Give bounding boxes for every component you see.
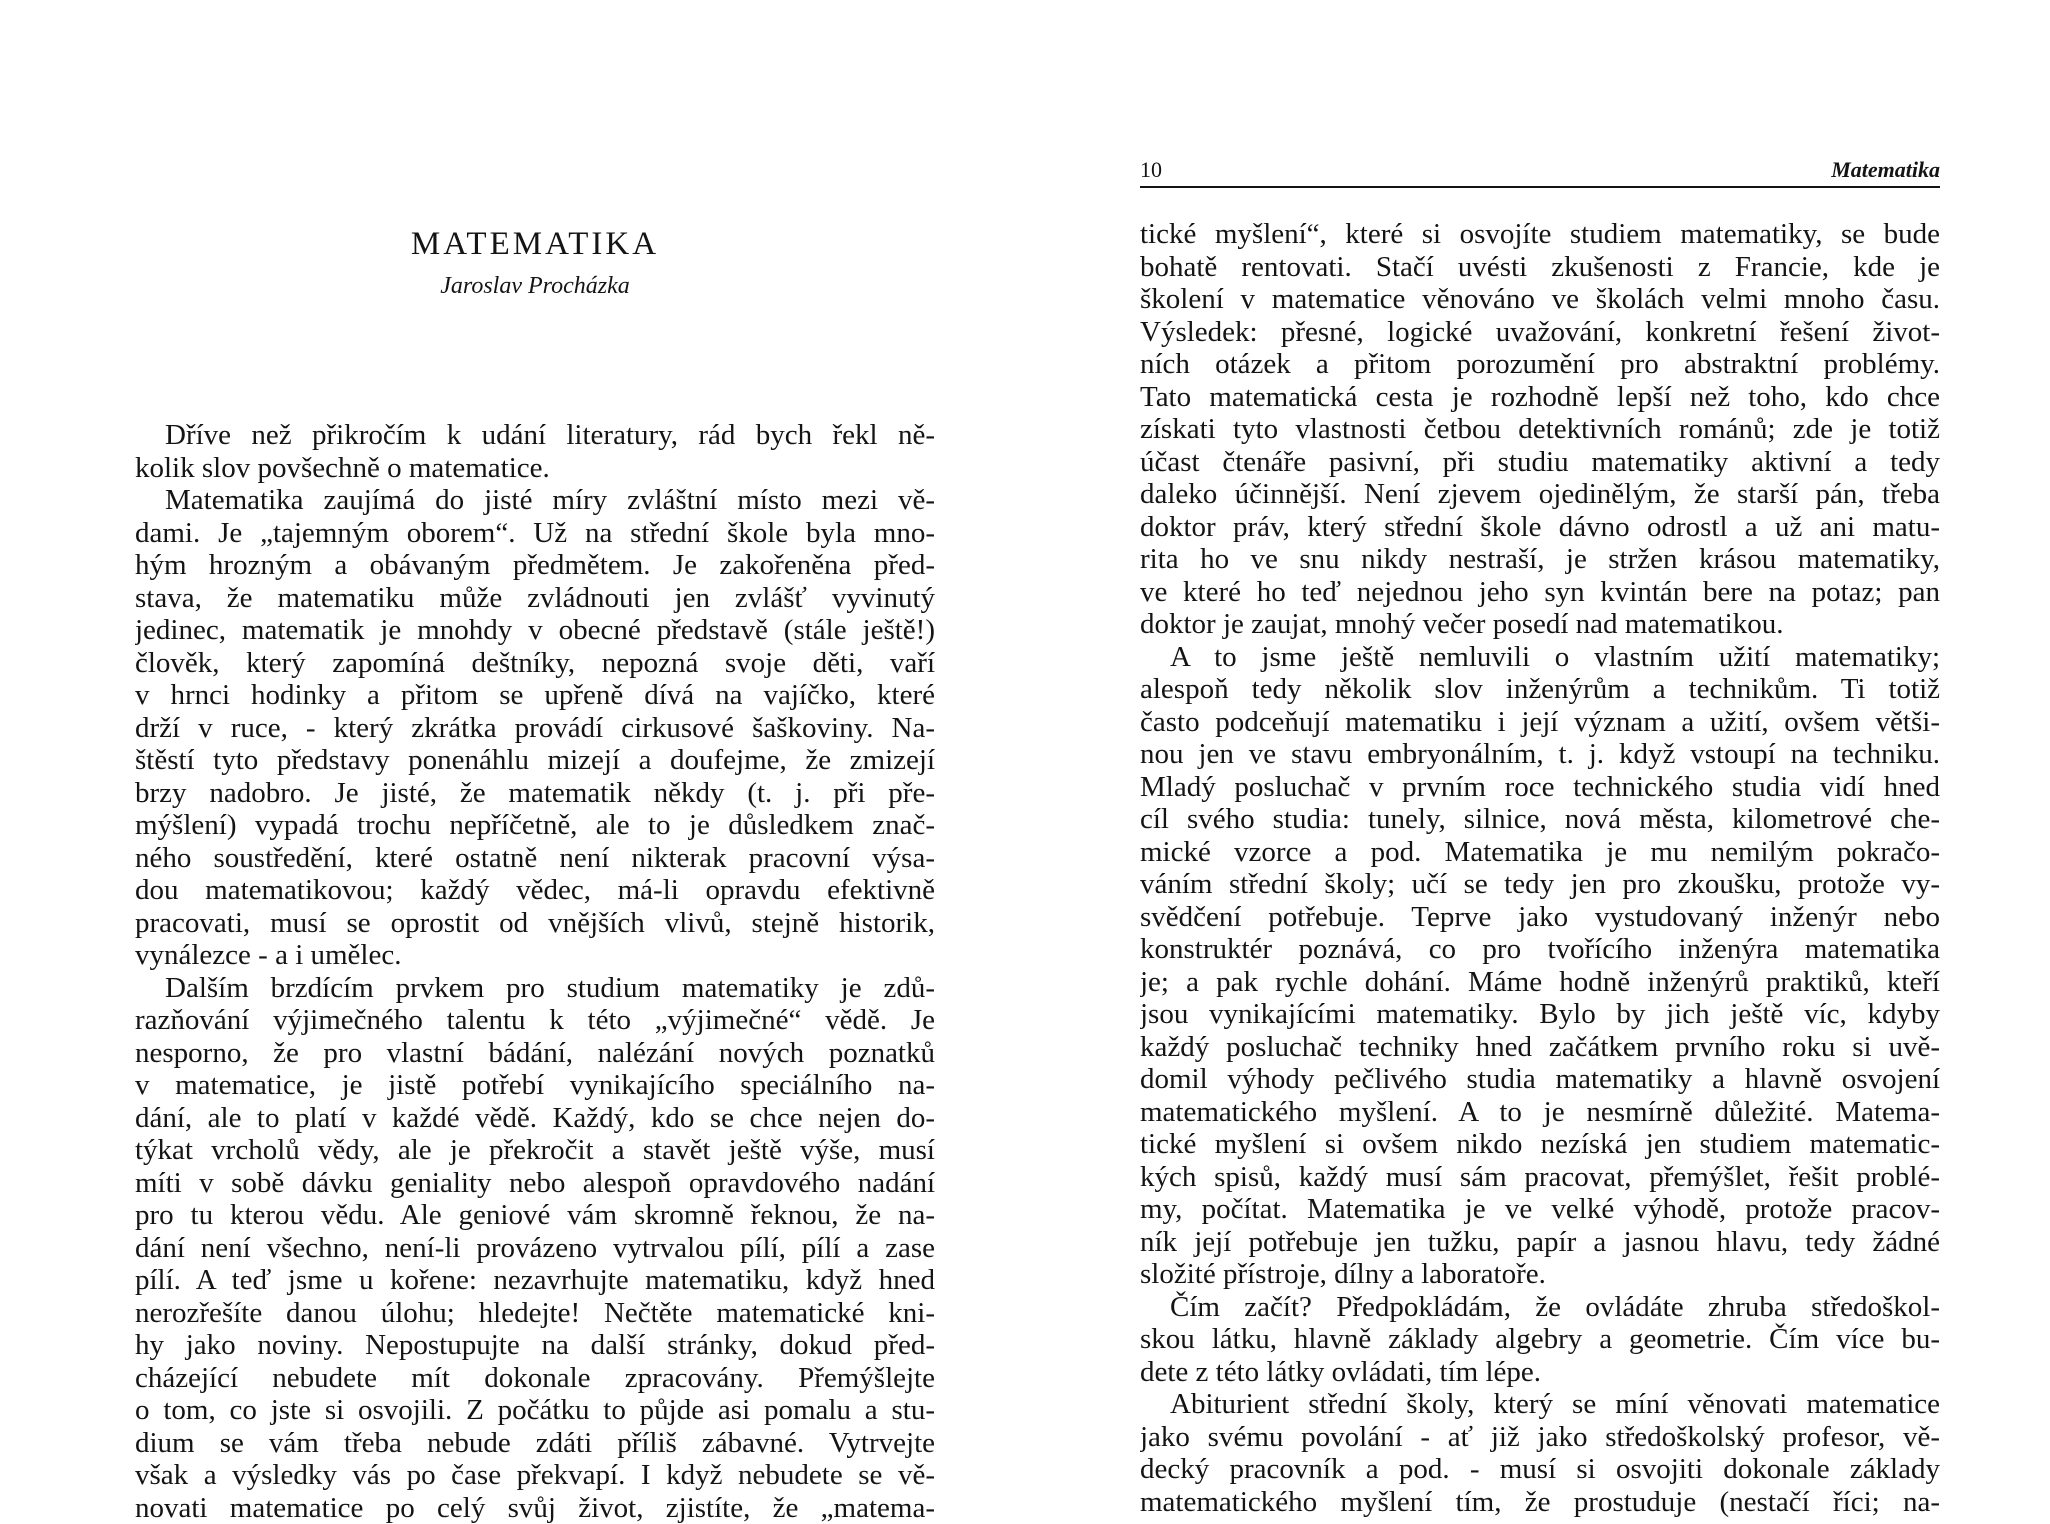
text-line: jako svému povolání - ať již jako středoškolský profesor, vě- — [1140, 1421, 1940, 1454]
text-line: svědčení potřebuje. Teprve jako vystudovaný inženýr nebo — [1140, 901, 1940, 934]
text-line: my, počítat. Matematika je ve velké výhodě, protože pracov- — [1140, 1193, 1940, 1226]
text-line: pílí. A teď jsme u kořene: nezavrhujte matematiku, když hned — [135, 1264, 935, 1297]
text-line: Dříve než přikročím k udání literatury, rád bych řekl ně- — [135, 419, 935, 452]
text-line: dami. Je „tajemným oborem“. Už na střední škole byla mno- — [135, 517, 935, 550]
text-line: domil výhody pečlivého studia matematiky a hlavně osvojení — [1140, 1063, 1940, 1096]
text-line: nerozřešíte danou úlohu; hledejte! Nečtěte matematické kni- — [135, 1297, 935, 1330]
text-line: pracovati, musí se oprostit od vnějších vlivů, stejně historik, — [135, 907, 935, 940]
text-line: alespoň tedy několik slov inženýrům a technikům. Ti totiž — [1140, 673, 1940, 706]
chapter-author: Jaroslav Procházka — [135, 268, 935, 304]
text-line: míti v sobě dávku geniality nebo alespoň opravdového nadání — [135, 1167, 935, 1200]
left-page — [0, 0, 1025, 1500]
left-text-column — [135, 419, 935, 1524]
text-line: nou jen ve stavu embryonálním, t. j. když vstoupí na techniku. — [1140, 738, 1940, 771]
right-text-column — [1140, 218, 1940, 1518]
text-line: dou matematikovou; každý vědec, má-li opravdu efektivně — [135, 874, 935, 907]
page-number: 10 — [1140, 154, 1162, 186]
text-line: daleko účinnější. Není zjevem ojedinělým, že starší pán, třeba — [1140, 478, 1940, 511]
text-line: stava, že matematiku může zvládnouti jen zvlášť vyvinutý — [135, 582, 935, 615]
text-line: kolik slov povšechně o matematice. — [135, 452, 935, 485]
text-line: tické myšlení“, které si osvojíte studiem matematiky, se bude — [1140, 218, 1940, 251]
text-line: vynálezce - a i umělec. — [135, 939, 935, 972]
text-line: dání není všechno, není-li provázeno vytrvalou pílí, pílí a zase — [135, 1232, 935, 1265]
text-line: doktor práv, který střední škole dávno odrostl a už ani matu- — [1140, 511, 1940, 544]
text-line: je; a pak rychle dohání. Máme hodně inženýrů praktiků, kteří — [1140, 966, 1940, 999]
text-line: však a výsledky vás po čase překvapí. I když nebudete se vě- — [135, 1459, 935, 1492]
text-line: mýšlení) vypadá trochu nepříčetně, ale to je důsledkem znač- — [135, 809, 935, 842]
text-line: každý posluchač techniky hned začátkem prvního roku si uvě- — [1140, 1031, 1940, 1064]
text-line: matematického myšlení. A to je nesmírně důležité. Matema- — [1140, 1096, 1940, 1129]
text-line: v hrnci hodinky a přitom se upřeně dívá na vajíčko, které — [135, 679, 935, 712]
text-line: Matematika zaujímá do jisté míry zvláštní místo mezi vě- — [135, 484, 935, 517]
text-line: dání, ale to platí v každé vědě. Každý, kdo se chce nejen do- — [135, 1102, 935, 1135]
text-line: jsou vynikajícími matematiky. Bylo by jich ještě víc, kdyby — [1140, 998, 1940, 1031]
text-line: matematického myšlení tím, že prostuduje (nestačí říci; na- — [1140, 1486, 1940, 1519]
text-line: A to jsme ještě nemluvili o vlastním užití matematiky; — [1140, 641, 1940, 674]
running-head — [1140, 154, 1940, 188]
text-line: často podceňují matematiku i její význam a užití, ovšem větši- — [1140, 706, 1940, 739]
text-line: Tato matematická cesta je rozhodně lepší než toho, kdo chce — [1140, 381, 1940, 414]
text-line: v matematice, je jistě potřebí vynikajícího speciálního na- — [135, 1069, 935, 1102]
text-line: ve které ho teď nejednou jeho syn kvintán bere na potaz; pan — [1140, 576, 1940, 609]
text-line: štěstí tyto představy ponenáhlu mizejí a doufejme, že zmizejí — [135, 744, 935, 777]
chapter-title: MATEMATIKA — [135, 224, 935, 264]
text-line: skou látku, hlavně základy algebry a geometrie. Čím více bu- — [1140, 1323, 1940, 1356]
text-line: člověk, který zapomíná deštníky, nepozná svoje děti, vaří — [135, 647, 935, 680]
text-line: drží v ruce, - který zkrátka provádí cirkusové šaškoviny. Na- — [135, 712, 935, 745]
text-line: týkat vrcholů vědy, ale je překročit a stavět ještě výše, musí — [135, 1134, 935, 1167]
text-line: razňování výjimečného talentu k této „výjimečné“ vědě. Je — [135, 1004, 935, 1037]
text-line: ník její potřebuje jen tužku, papír a jasnou hlavu, tedy žádné — [1140, 1226, 1940, 1259]
text-line: hy jako noviny. Nepostupujte na další stránky, dokud před- — [135, 1329, 935, 1362]
text-line: Dalším brzdícím prvkem pro studium matematiky je zdů- — [135, 972, 935, 1005]
text-line: účast čtenáře pasivní, při studiu matematiky aktivní a tedy — [1140, 446, 1940, 479]
text-line: jedinec, matematik je mnohdy v obecné představě (stále ještě!) — [135, 614, 935, 647]
text-line: o tom, co jste si osvojili. Z počátku to půjde asi pomalu a stu- — [135, 1394, 935, 1427]
text-line: novati matematice po celý svůj život, zjistíte, že „matema- — [135, 1492, 935, 1524]
text-line: mické vzorce a pod. Matematika je mu nemilým pokračo- — [1140, 836, 1940, 869]
text-line: rita ho ve snu nikdy nestraší, je stržen krásou matematiky, — [1140, 543, 1940, 576]
text-line: bohatě rentovati. Stačí uvésti zkušenosti z Francie, kde je — [1140, 251, 1940, 284]
text-line: cíl svého studia: tunely, silnice, nová města, kilometrové che- — [1140, 803, 1940, 836]
chapter-heading — [135, 224, 935, 304]
running-title: Matematika — [1831, 154, 1940, 186]
text-line: ného soustředění, které ostatně není nikterak pracovní výsa- — [135, 842, 935, 875]
text-line: Mladý posluchač v prvním roce technického studia vidí hned — [1140, 771, 1940, 804]
text-line: složité přístroje, dílny a laboratoře. — [1140, 1258, 1940, 1291]
text-line: školení v matematice věnováno ve školách velmi mnoho času. — [1140, 283, 1940, 316]
text-line: tické myšlení si ovšem nikdo nezíská jen studiem matematic- — [1140, 1128, 1940, 1161]
text-line: váním střední školy; učí se tedy jen pro zkoušku, protože vy- — [1140, 868, 1940, 901]
text-line: doktor je zaujat, mnohý večer posedí nad matematikou. — [1140, 608, 1940, 641]
text-line: dete z této látky ovládati, tím lépe. — [1140, 1356, 1940, 1389]
text-line: ních otázek a přitom porozumění pro abstraktní problémy. — [1140, 348, 1940, 381]
text-line: Výsledek: přesné, logické uvažování, konkretní řešení život- — [1140, 316, 1940, 349]
text-line: pro tu kterou vědu. Ale geniové vám skromně řeknou, že na- — [135, 1199, 935, 1232]
text-line: získati tyto vlastnosti četbou detektivních románů; zde je totiž — [1140, 413, 1940, 446]
text-line: decký pracovník a pod. - musí si osvojiti dokonale základy — [1140, 1453, 1940, 1486]
text-line: brzy nadobro. Je jisté, že matematik někdy (t. j. při pře- — [135, 777, 935, 810]
text-line: konstruktér poznává, co pro tvořícího inženýra matematika — [1140, 933, 1940, 966]
text-line: Abiturient střední školy, který se míní věnovati matematice — [1140, 1388, 1940, 1421]
right-page — [1025, 0, 2050, 1500]
text-line: hým hrozným a obávaným předmětem. Je zakořeněna před- — [135, 549, 935, 582]
text-line: nesporno, že pro vlastní bádání, nalézání nových poznatků — [135, 1037, 935, 1070]
text-line: cházející nebudete mít dokonale zpracovány. Přemýšlejte — [135, 1362, 935, 1395]
text-line: dium se vám třeba nebude zdáti příliš zábavné. Vytrvejte — [135, 1427, 935, 1460]
text-line: kých spisů, každý musí sám pracovat, přemýšlet, řešit problé- — [1140, 1161, 1940, 1194]
text-line: Čím začít? Předpokládám, že ovládáte zhruba středoškol- — [1140, 1291, 1940, 1324]
